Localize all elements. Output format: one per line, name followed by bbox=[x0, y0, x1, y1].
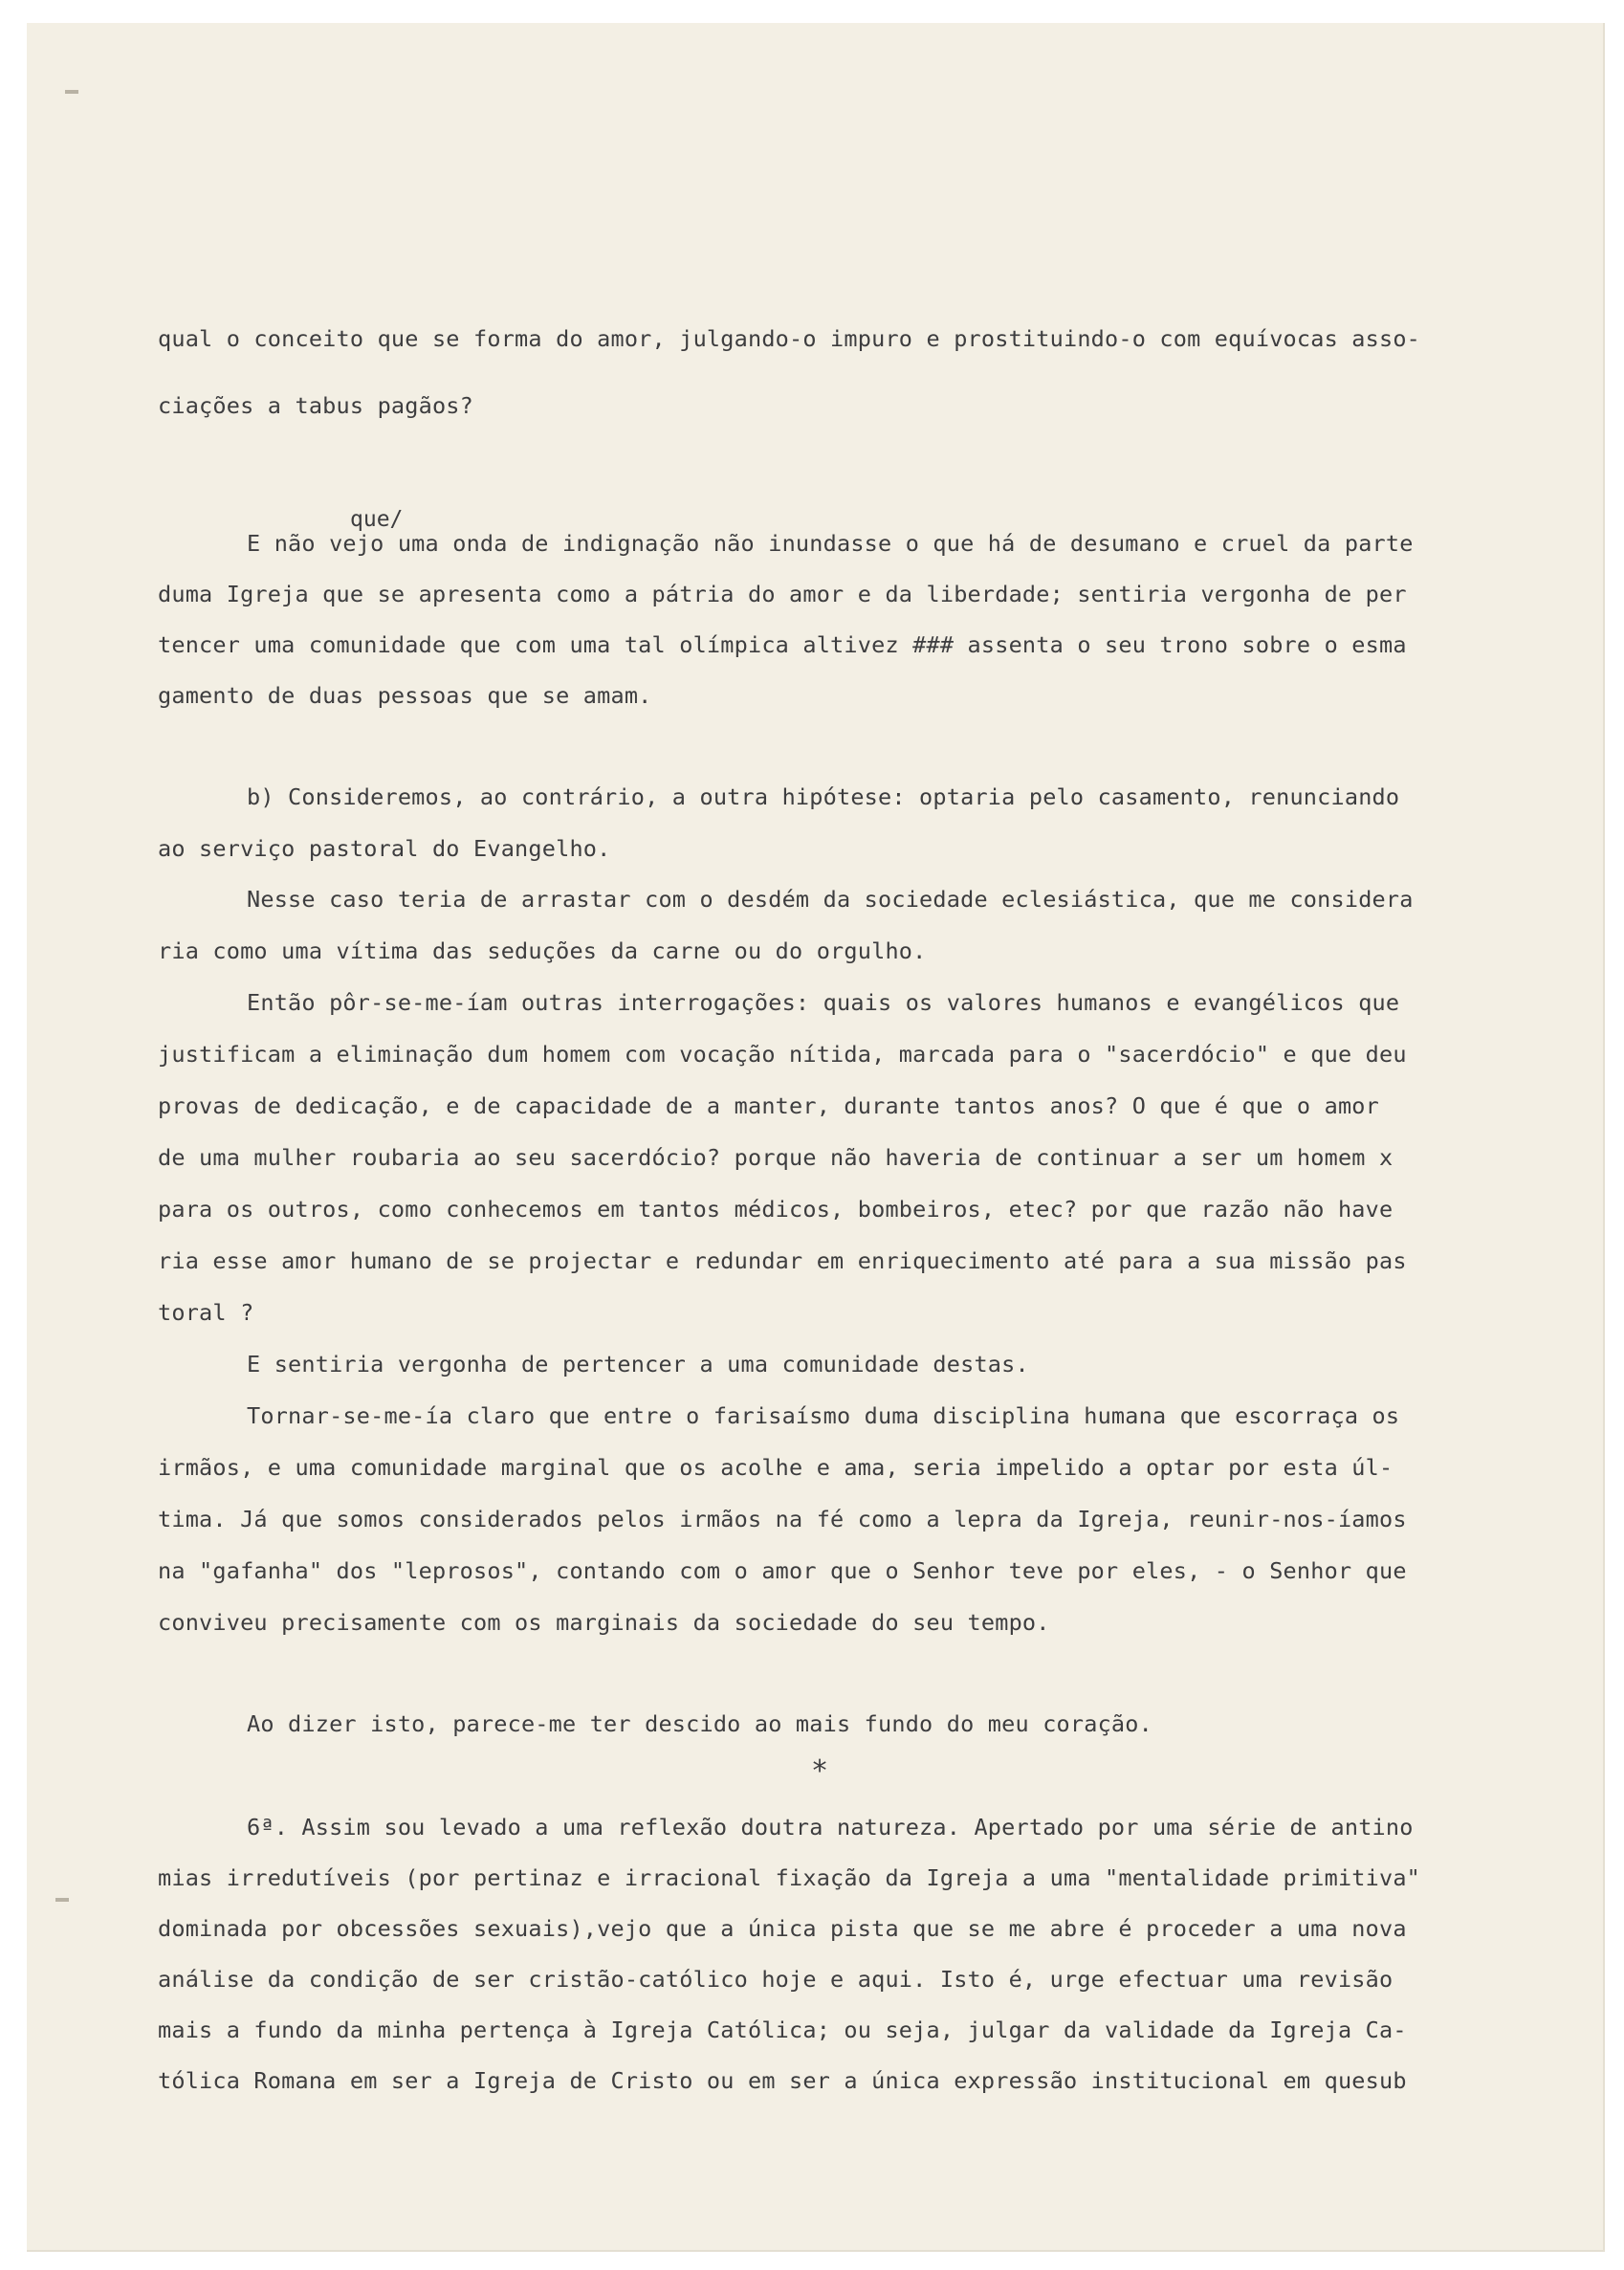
scan-mark bbox=[55, 1898, 69, 1902]
text-line: justificam a eliminação dum homem com vocação nítida, marcada para o "sacerdócio" e que deu bbox=[158, 1041, 1407, 1068]
text-line: ria como uma vítima das seduções da carne ou do orgulho. bbox=[158, 937, 927, 964]
text-line: ciações a tabus pagãos? bbox=[158, 392, 474, 419]
text-line: qual o conceito que se forma do amor, julgando-o impuro e prostituindo-o com equívocas asso- bbox=[158, 325, 1421, 352]
text-line: mais a fundo da minha pertença à Igreja Católica; ou seja, julgar da validade da Igreja Ca- bbox=[158, 2017, 1407, 2043]
text-line: Nesse caso teria de arrastar com o desdém da sociedade eclesiástica, que me considera bbox=[247, 886, 1414, 913]
text-line: provas de dedicação, e de capacidade de a manter, durante tantos anos? O que é que o amor bbox=[158, 1092, 1379, 1119]
text-line: Então pôr-se-me-íam outras interrogações: quais os valores humanos e evangélicos que bbox=[247, 989, 1400, 1016]
text-line: Tornar-se-me-ía claro que entre o farisaísmo duma disciplina humana que escorraça os bbox=[247, 1402, 1400, 1429]
text-line: tólica Romana em ser a Igreja de Cristo ou em ser a única expressão institucional em quesub bbox=[158, 2067, 1407, 2094]
text-line: duma Igreja que se apresenta como a pátria do amor e da liberdade; sentiria vergonha de per bbox=[158, 581, 1407, 607]
text-line: Ao dizer isto, parece-me ter descido ao mais fundo do meu coração. bbox=[247, 1710, 1152, 1737]
text-line: ao serviço pastoral do Evangelho. bbox=[158, 835, 611, 862]
text-line: conviveu precisamente com os marginais da sociedade do seu tempo. bbox=[158, 1609, 1050, 1636]
scan-mark bbox=[65, 90, 78, 94]
text-line: E não vejo uma onda de indignação não inundasse o que há de desumano e cruel da parte bbox=[247, 530, 1414, 557]
text-line: análise da condição de ser cristão-católico hoje e aqui. Isto é, urge efectuar uma revisão bbox=[158, 1966, 1394, 1993]
text-line: tima. Já que somos considerados pelos irmãos na fé como a lepra da Igreja, reunir-nos-íamos bbox=[158, 1506, 1407, 1532]
section-separator: * bbox=[811, 1754, 829, 1788]
text-line: tencer uma comunidade que com uma tal olímpica altivez ### assenta o seu trono sobre o esma bbox=[158, 631, 1407, 658]
text-line: para os outros, como conhecemos em tantos médicos, bombeiros, etec? por que razão não have bbox=[158, 1196, 1394, 1223]
text-line: mias irredutíveis (por pertinaz e irracional fixação da Igreja a uma "mentalidade primitiva" bbox=[158, 1864, 1421, 1891]
text-line: dominada por obcessões sexuais),vejo que a única pista que se me abre é proceder a uma nova bbox=[158, 1915, 1407, 1942]
text-line: de uma mulher roubaria ao seu sacerdócio? porque não haveria de continuar a ser um homem x bbox=[158, 1144, 1394, 1171]
text-line: na "gafanha" dos "leprosos", contando com o amor que o Senhor teve por eles, - o Senhor que bbox=[158, 1557, 1407, 1584]
text-line: 6ª. Assim sou levado a uma reflexão doutra natureza. Apertado por uma série de antino bbox=[247, 1814, 1414, 1840]
text-line: gamento de duas pessoas que se amam. bbox=[158, 682, 652, 709]
text-line: E sentiria vergonha de pertencer a uma comunidade destas. bbox=[247, 1351, 1029, 1377]
handwritten-insertion: que/ bbox=[350, 507, 404, 532]
text-line: ria esse amor humano de se projectar e redundar em enriquecimento até para a sua missão pas bbox=[158, 1247, 1407, 1274]
text-line: irmãos, e uma comunidade marginal que os acolhe e ama, seria impelido a optar por esta úl- bbox=[158, 1454, 1394, 1481]
text-line: toral ? bbox=[158, 1299, 254, 1326]
text-line: b) Consideremos, ao contrário, a outra hipótese: optaria pelo casamento, renunciando bbox=[247, 783, 1400, 810]
